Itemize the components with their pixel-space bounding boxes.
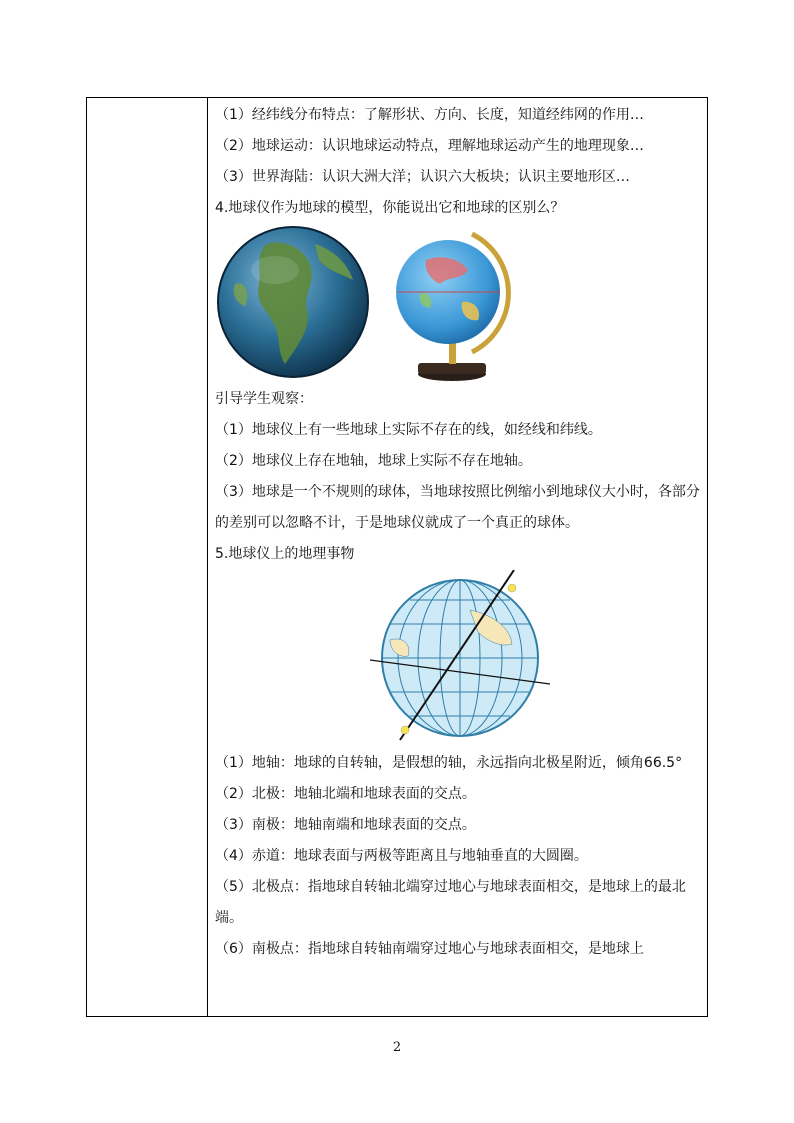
globe-axis-figure [215, 570, 705, 748]
text-line: （3）南极：地轴南端和地球表面的交点。 [215, 817, 476, 833]
text-line: 引导学生观察： [215, 391, 313, 407]
text-line: （1）地轴：地球的自转轴，是假想的轴，永远指向北极星附近，倾角66.5° [215, 755, 683, 771]
lesson-table [86, 97, 708, 1017]
text-line: （3）地球是一个不规则的球体，当地球按照比例缩小到地球仪大小时，各部分的差别可以忽略不计，于是地球仪就成了一个真正的球体。 [215, 484, 700, 531]
text-line: （2）地球仪上存在地轴，地球上实际不存在地轴。 [215, 453, 532, 469]
text-line: 5.地球仪上的地理事物 [215, 546, 355, 562]
text-line: （2）北极：地轴北端和地球表面的交点。 [215, 786, 476, 802]
text-line: （5）北极点：指地球自转轴北端穿过地心与地球表面相交，是地球上的最北端。 [215, 879, 686, 926]
text-line: （1）经纬线分布特点：了解形状、方向、长度，知道经纬网的作用… [215, 107, 644, 123]
column-divider [207, 98, 208, 1016]
text-line: （6）南极点：指地球自转轴南端穿过地心与地球表面相交，是地球上 [215, 941, 644, 957]
globe-diagram [360, 570, 560, 748]
text-line: （2）地球运动：认识地球运动特点，理解地球运动产生的地理现象… [215, 138, 644, 154]
desk-globe-photo [390, 224, 520, 384]
text-line: （3）世界海陆：认识大洲大洋；认识六大板块；认识主要地形区… [215, 169, 630, 185]
text-line: （1）地球仪上有一些地球上实际不存在的线，如经线和纬线。 [215, 422, 602, 438]
text-line: （4）赤道：地球表面与两极等距离且与地轴垂直的大圆圈。 [215, 848, 588, 864]
content-cell [215, 100, 705, 965]
earth-and-globe-figure [215, 224, 705, 384]
page-number: 2 [392, 1040, 402, 1055]
text-line: 4.地球仪作为地球的模型，你能说出它和地球的区别么？ [215, 200, 565, 216]
